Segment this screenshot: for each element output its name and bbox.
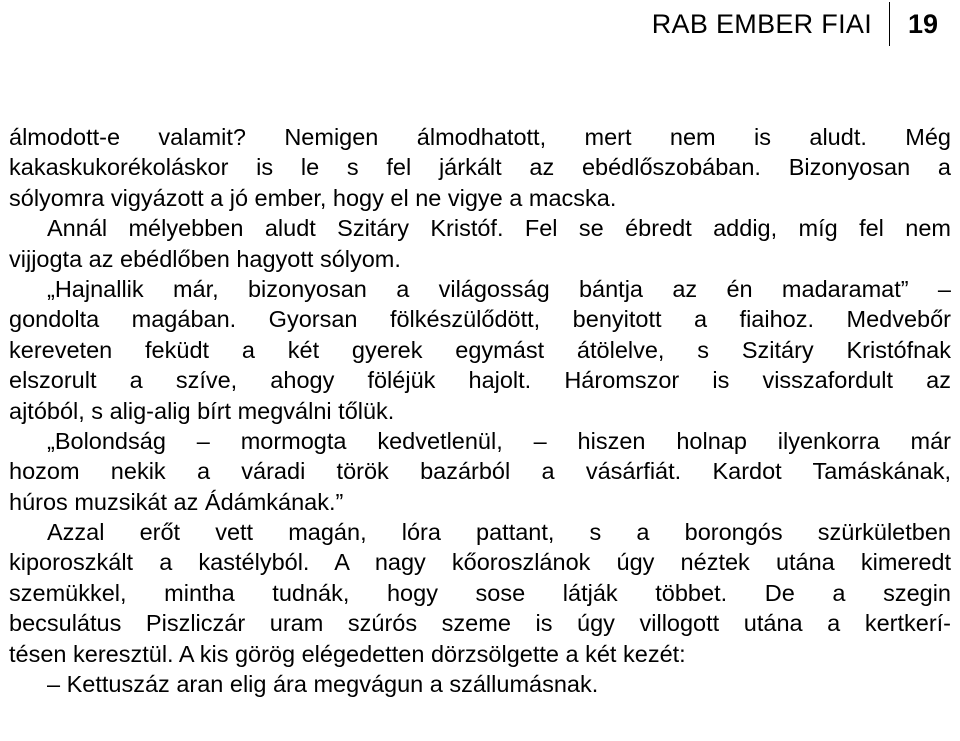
body-text bbox=[9, 122, 951, 699]
text-line: álmodott-e valamit? Nemigen álmodhatott, mert nem is aludt. Még bbox=[9, 124, 951, 150]
text-line: húros muzsikát az Ádámkának.” bbox=[9, 488, 344, 515]
text-line: tésen keresztül. A kis görög elégedetten dörzsölgette a két kezét: bbox=[9, 640, 686, 667]
text-line: sólyomra vigyázott a jó ember, hogy el ne vigye a macska. bbox=[9, 184, 617, 211]
text-line: kakaskukorékoláskor is le s fel járkált az ebédlőszobában. Bizonyosan a bbox=[9, 154, 951, 181]
text-line: Annál mélyebben aludt Szitáry Kristóf. Fel se ébredt addig, míg fel nem bbox=[47, 215, 951, 242]
text-line: vijjogta az ebédlőben hagyott sólyom. bbox=[9, 245, 401, 272]
text-line: becsulátus Piszliczár uram szúrós szeme is úgy villogott utána a kertkerí- bbox=[9, 610, 951, 637]
running-header bbox=[0, 0, 960, 48]
text-line: – Kettuszáz aran elig ára megvágun a szállumásnak. bbox=[47, 671, 599, 698]
header-divider bbox=[889, 2, 890, 46]
text-line: kereveten feküdt a két gyerek egymást átölelve, s Szitáry Kristófnak bbox=[9, 336, 951, 363]
text-line: elszorult a szíve, ahogy föléjük hajolt. Háromszor is visszafordult az bbox=[9, 367, 951, 394]
page-number: 19 bbox=[908, 9, 939, 39]
text-line: ajtóból, s alig-alig bírt megválni tőlük. bbox=[9, 397, 395, 424]
text-line: Azzal erőt vett magán, lóra pattant, s a borongós szürkületben bbox=[47, 519, 951, 546]
text-line: szemükkel, mintha tudnák, hogy sose látják többet. De a szegin bbox=[9, 579, 951, 606]
text-line: gondolta magában. Gyorsan fölkészülődött, benyitott a fiaihoz. Medvebőr bbox=[9, 306, 951, 333]
running-title: RAB EMBER FIAI bbox=[651, 9, 872, 39]
text-line: kiporoszkált a kastélyból. A nagy kőoroszlánok úgy néztek utána kimeredt bbox=[9, 549, 951, 576]
text-line: „Bolondság – mormogta kedvetlenül, – hiszen holnap ilyenkorra már bbox=[47, 427, 951, 454]
text-line: „Hajnallik már, bizonyosan a világosság bántja az én madaramat” – bbox=[47, 275, 951, 302]
text-line: hozom nekik a váradi török bazárból a vásárfiát. Kardot Tamáskának, bbox=[9, 458, 951, 485]
